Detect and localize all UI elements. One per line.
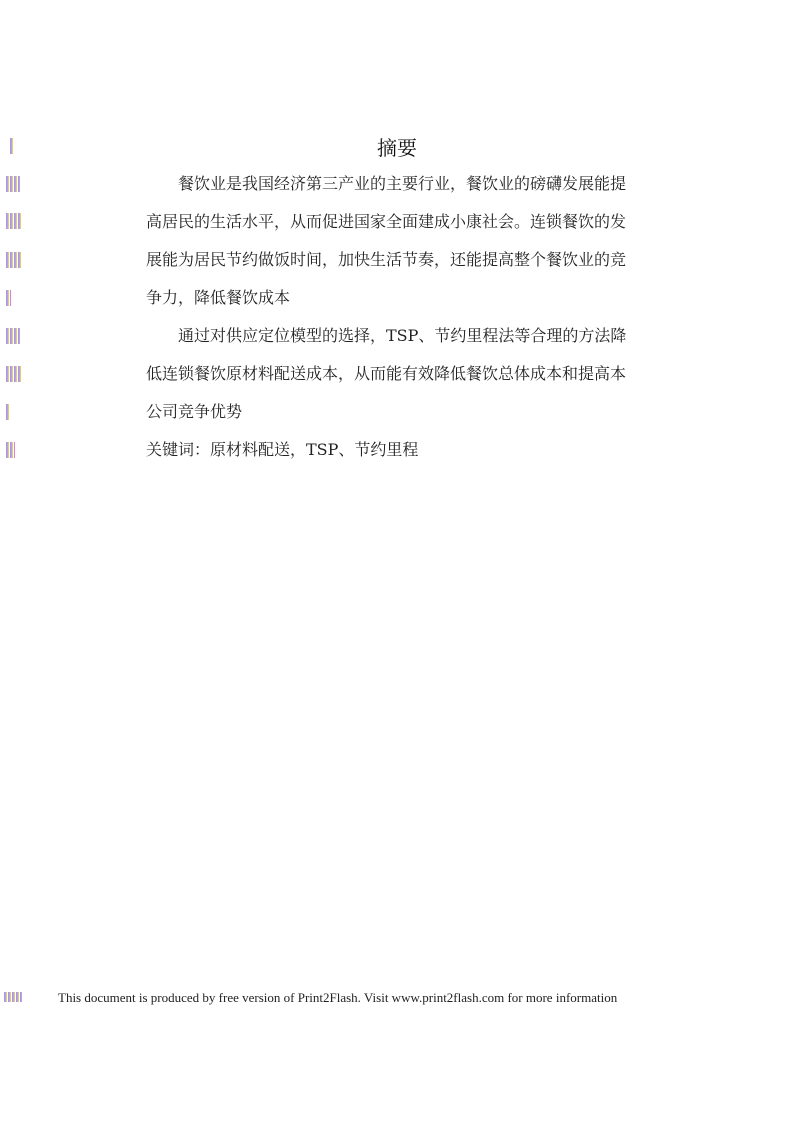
paragraph-1-line-2: 高居民的生活水平，从而促进国家全面建成小康社会。连锁餐饮的发	[146, 212, 627, 231]
margin-marker	[6, 328, 20, 344]
margin-marker	[6, 366, 21, 382]
margin-marker	[6, 176, 20, 192]
print2flash-footer-notice: This document is produced by free version of Print2Flash. Visit www.print2flash.com for more information	[58, 990, 618, 1005]
margin-marker	[4, 992, 22, 1002]
page-title: 摘要	[377, 136, 417, 160]
margin-marker	[6, 442, 15, 458]
paragraph-2-line-1: 通过对供应定位模型的选择，TSP、节约里程法等合理的方法降	[178, 326, 627, 345]
keywords-line: 关键词：原材料配送，TSP、节约里程	[146, 440, 419, 459]
paragraph-1-line-4: 争力，降低餐饮成本	[146, 288, 291, 307]
paragraph-2-line-3: 公司竞争优势	[146, 402, 243, 421]
margin-marker	[6, 252, 21, 268]
margin-marker	[6, 290, 11, 306]
paragraph-2-line-2: 低连锁餐饮原材料配送成本，从而能有效降低餐饮总体成本和提高本	[146, 364, 627, 383]
paragraph-1-line-1: 餐饮业是我国经济第三产业的主要行业，餐饮业的磅礴发展能提	[178, 174, 627, 193]
paragraph-1-line-3: 展能为居民节约做饭时间，加快生活节奏，还能提高整个餐饮业的竞	[146, 250, 627, 269]
margin-marker	[6, 213, 21, 229]
margin-marker	[6, 404, 10, 420]
